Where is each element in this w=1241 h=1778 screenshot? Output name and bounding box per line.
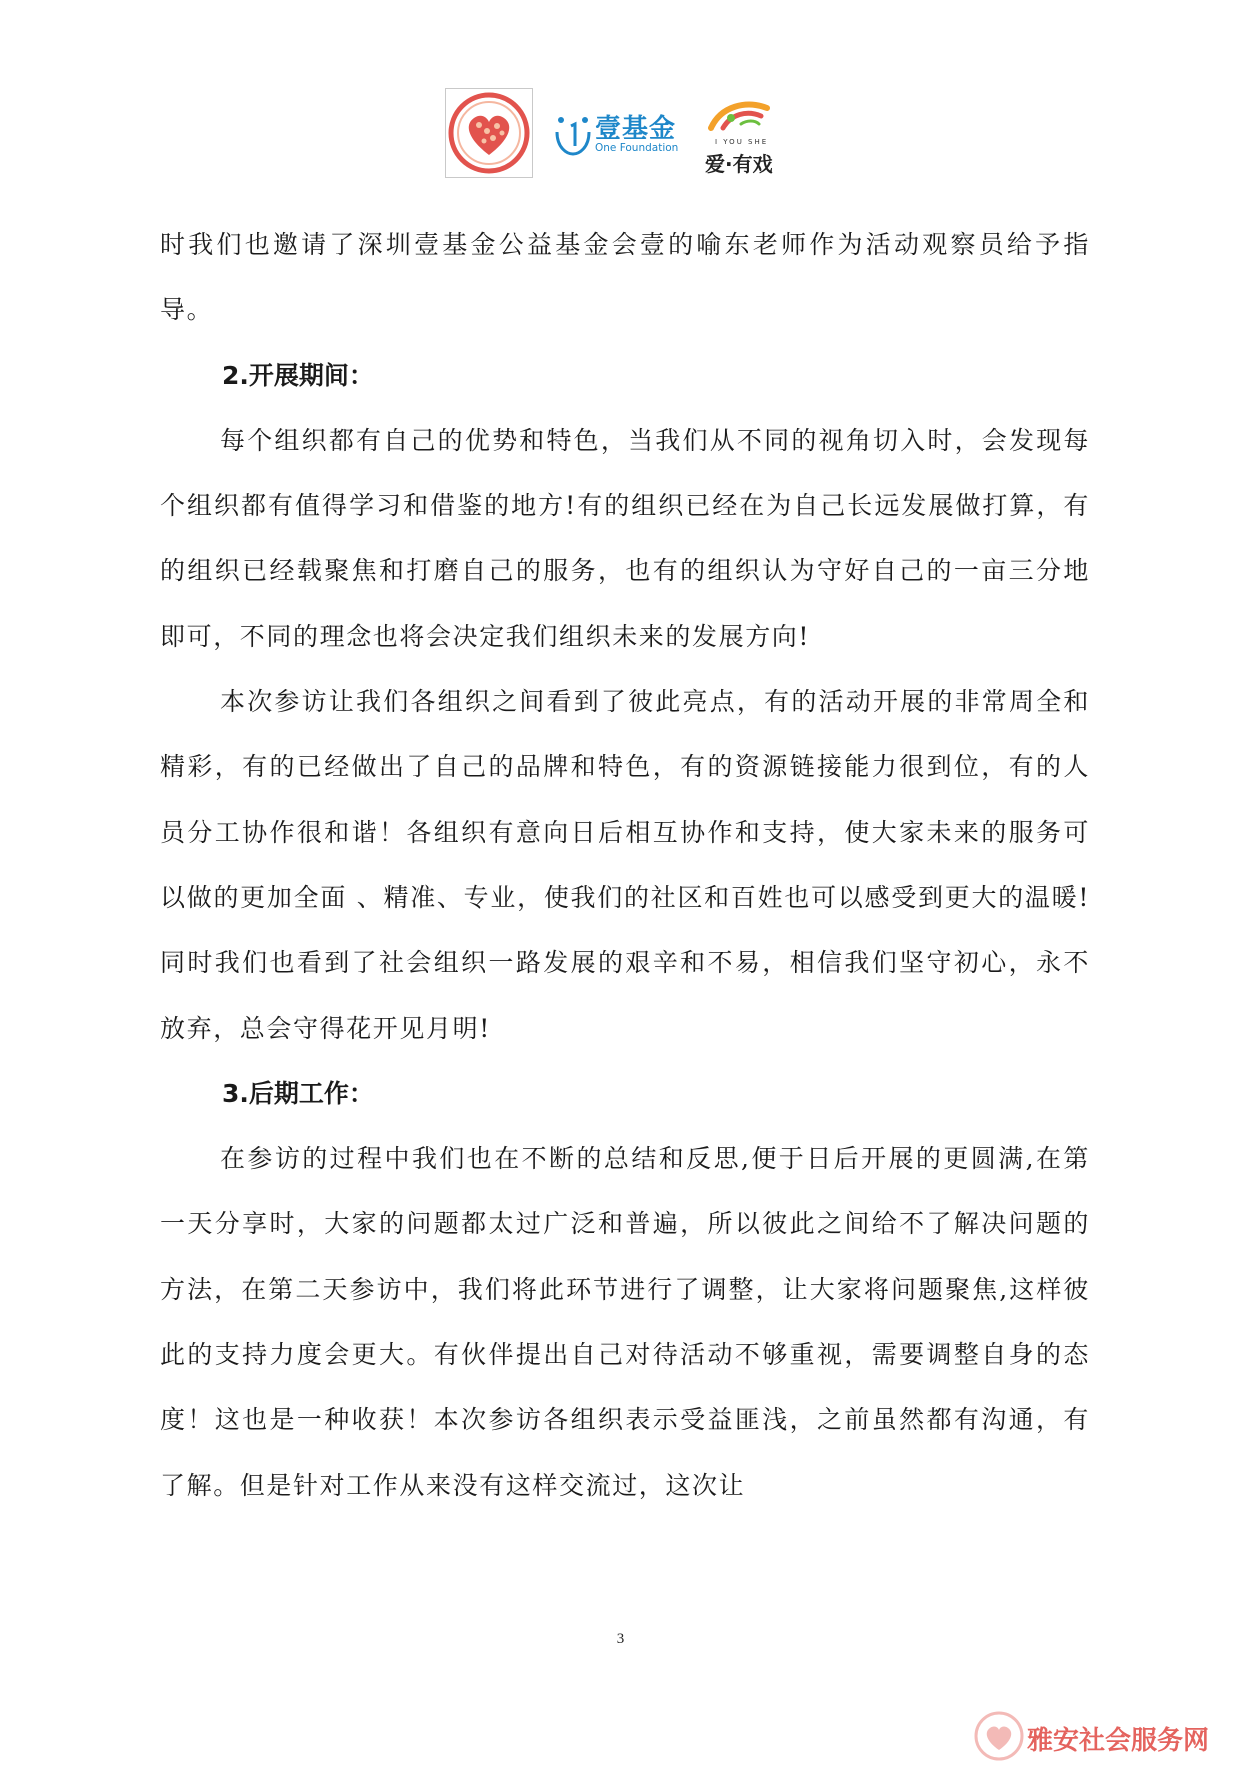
one-foundation-en-text: One Foundation bbox=[595, 142, 679, 154]
one-foundation-icon bbox=[553, 110, 593, 158]
one-foundation-cn-text: 壹基金 bbox=[595, 114, 677, 144]
heart-logo-icon bbox=[446, 89, 532, 177]
page-number: 3 bbox=[616, 1631, 625, 1647]
section-heading-2: 2.开展期间： bbox=[222, 360, 374, 390]
header-logos bbox=[445, 88, 805, 180]
paragraph-strengths: 每个组织都有自己的优势和特色，当我们从不同的视角切入时，会发现每个组织都有值得学习和借鉴的地方!有的组织已经在为自己长远发展做打算，有的组织已经载聚焦和打磨自己的服务，也有的组织认为守好自己的一亩三分地即可，不同的理念也将会决定我们组织未来的发展方向! bbox=[160, 425, 1090, 651]
one-foundation-logo bbox=[553, 110, 683, 160]
love-drama-logo bbox=[701, 98, 801, 178]
watermark-text: 雅安社会服务网 bbox=[1027, 1726, 1210, 1756]
paragraph-highlights: 本次参访让我们各组织之间看到了彼此亮点，有的活动开展的非常周全和精彩，有的已经做出了自己的品牌和特色，有的资源链接能力很到位，有的人员分工协作很和谐！各组织有意向日后相互协作和支持，使大家未来的服务可以做的更加全面 、精准、专业，使我们的社区和百姓也可以感受到更大的温暖!同时我们也看到了社会组织一路发展的艰辛和不易，相信我们坚守初心，永不放弃，总会守得花开见月明! bbox=[160, 687, 1090, 1043]
paragraph-followup: 在参访的过程中我们也在不断的总结和反思,便于日后开展的更圆满,在第一天分享时，大家的问题都太过广泛和普遍，所以彼此之间给不了解决问题的方法，在第二天参访中，我们将此环节进行了调整，让大家将问题聚焦,这样彼此的支持力度会更大。有伙伴提出自己对待活动不够重视，需要调整自身的态度！这也是一种收获！本次参访各组织表示受益匪浅，之前虽然都有沟通，有了解。但是针对工作从来没有这样交流过，这次让 bbox=[160, 1144, 1090, 1500]
section-heading-3: 3.后期工作： bbox=[222, 1078, 374, 1108]
heart-logo bbox=[445, 88, 533, 178]
paragraph-continued: 时我们也邀请了深圳壹基金公益基金会壹的喻东老师作为活动观察员给予指导。 bbox=[160, 230, 1090, 325]
love-drama-en-text: I YOU SHE bbox=[715, 138, 769, 146]
document-body bbox=[160, 212, 1090, 1518]
love-drama-cn-text: 爱·有戏 bbox=[705, 152, 773, 176]
site-watermark bbox=[973, 1710, 1223, 1766]
watermark-heart-icon bbox=[973, 1710, 1025, 1762]
love-drama-icon bbox=[701, 98, 781, 142]
